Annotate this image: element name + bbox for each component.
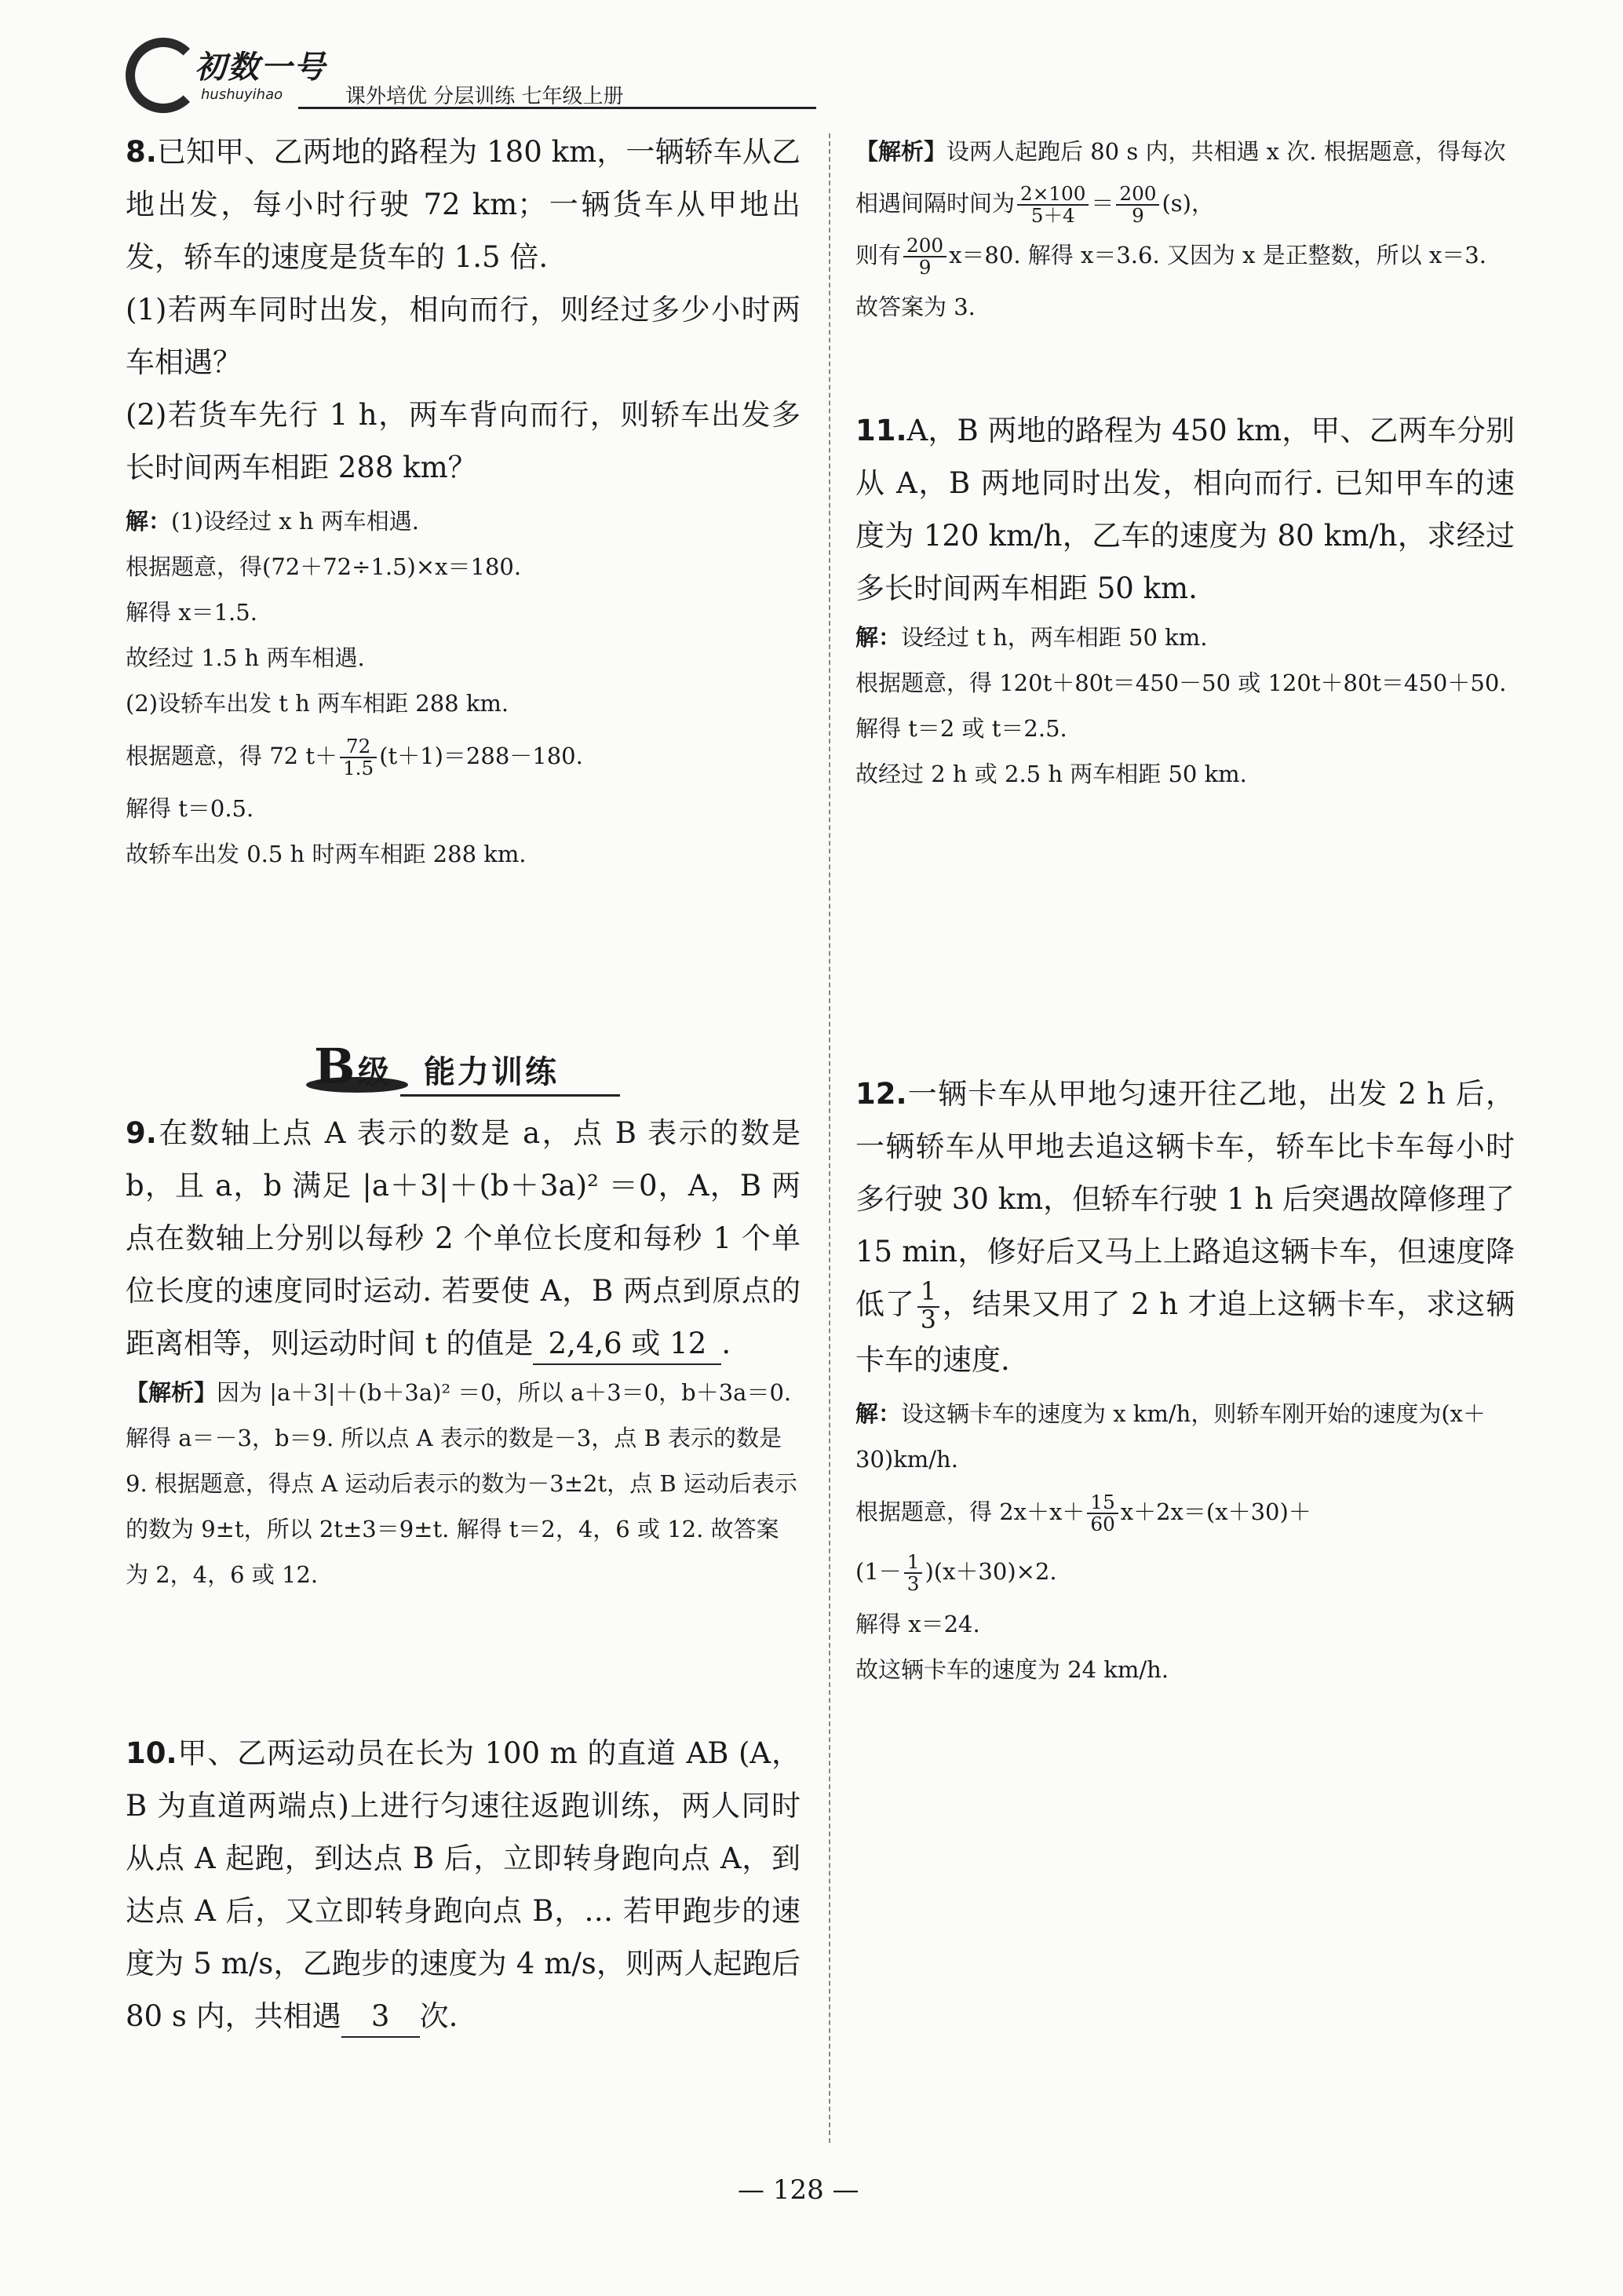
- question-9: [126, 1107, 801, 1597]
- fraction: [904, 1552, 923, 1594]
- question-part-2: (2)若货车先行 1 h，两车背向而行，则轿车出发多长时间两车相距 288 km？: [126, 398, 801, 484]
- answer-blank: 2,4,6 或 12: [533, 1324, 721, 1365]
- solution-line: 故这辆卡车的速度为 24 km/h.: [855, 1655, 1169, 1683]
- question-text: ，结果又用了 2 h 才追上这辆卡车，求这辆卡车的速度.: [855, 1287, 1515, 1377]
- column-divider: [829, 133, 830, 2143]
- solution-line: 故经过 1.5 h 两车相遇.: [126, 644, 365, 671]
- question-end: .: [721, 1327, 731, 1360]
- solution-lead: 解：: [126, 508, 172, 535]
- fraction-denominator: 5＋4: [1030, 204, 1075, 227]
- fraction-numerator: 72: [340, 736, 377, 758]
- analysis-tag: 【解析】: [126, 1379, 217, 1406]
- solution-line: 故经过 2 h 或 2.5 h 两车相距 50 km.: [855, 761, 1247, 787]
- analysis-text: (s)，: [1162, 190, 1214, 217]
- solution-line: 解得 t＝2 或 t＝2.5.: [855, 715, 1067, 742]
- logo-title: 初数一号: [195, 49, 326, 86]
- analysis-tag: 【解析】: [855, 138, 947, 165]
- solution-line: 根据题意，得 120t＋80t＝450－50 或 120t＋80t＝450＋50.: [855, 670, 1507, 696]
- question-number: 8.: [126, 135, 157, 169]
- question-text: 一辆卡车从甲地匀速开往乙地，出发 2 h 后，一辆轿车从甲地去追这辆卡车，轿车比卡车每小时多行驶 30 km，但轿车行驶 1 h 后突遇故障修理了 15 min，修好后又马上上路追这辆卡车，但速度降低了: [855, 1077, 1515, 1321]
- equation-part: x＋2x＝(x＋30)＋: [1120, 1498, 1311, 1525]
- question-10: [126, 1727, 801, 2042]
- question-12: [855, 1068, 1515, 1692]
- question-8: [126, 126, 801, 877]
- fraction-denominator: 3: [906, 1571, 920, 1595]
- question-text: 甲、乙两运动员在长为 100 m 的直道 AB (A，B 为直道两端点)上进行匀速往返跑训练，两人同时从点 A 起跑，到达点 B 后，立即转身跑向点 A，到达点 A 后，又立即转身跑向点 B，… 若甲跑步的速度为 5 m/s，乙跑步的速度为 4 m/s，则两人起跑后 80 s 内，共相遇: [126, 1736, 801, 2033]
- fraction-denominator: 60: [1090, 1512, 1115, 1535]
- fraction-numerator: 200: [1116, 184, 1159, 206]
- banner-letter: B: [314, 1038, 356, 1095]
- fraction: [903, 235, 946, 278]
- fraction: [1116, 184, 1159, 226]
- question-number: 11.: [855, 414, 907, 447]
- solution-lead: 解：: [855, 1400, 902, 1427]
- equation-part: 根据题意，得 72 t＋: [126, 743, 337, 769]
- header-subtitle: 课外培优 分层训练 七年级上册: [345, 85, 624, 108]
- equation-part: )(x＋30)×2.: [925, 1557, 1057, 1585]
- question-part-1: (1)若两车同时出发，相向而行，则经过多少小时两车相遇？: [126, 293, 801, 379]
- header-rule: [298, 107, 816, 109]
- page-header: [126, 31, 722, 118]
- solution: [855, 615, 1515, 797]
- solution-line: 设这辆卡车的速度为 x km/h，则轿车刚开始的速度为(x＋30)km/h.: [855, 1400, 1486, 1473]
- solution-line: [855, 1542, 1515, 1601]
- question-text: 在数轴上点 A 表示的数是 a，点 B 表示的数是 b，且 a，b 满足 |a＋3|＋(b＋3a)² ＝0，A，B 两点在数轴上分别以每秒 2 个单位长度和每秒 1 个单位长度的速度同时运动. 若要使 A，B 两点到原点的距离相等，则运动时间 t 的值是: [126, 1116, 801, 1360]
- equation-part: (t＋1)＝288－180.: [379, 743, 583, 769]
- section-banner: [306, 1035, 636, 1097]
- question-10-analysis: [855, 126, 1515, 333]
- equation-part: 根据题意，得 2x＋x＋: [855, 1498, 1085, 1525]
- fraction: [340, 736, 377, 779]
- question-text: A，B 两地的路程为 450 km，甲、乙两车分别从 A，B 两地同时出发，相向而行. 已知甲车的速度为 120 km/h，乙车的速度为 80 km/h，求经过多长时间两车相距 50 km.: [855, 414, 1515, 605]
- question-number: 12.: [855, 1077, 907, 1111]
- banner-level: 级: [358, 1054, 389, 1090]
- solution-line: (2)设轿车出发 t h 两车相距 288 km.: [126, 690, 509, 717]
- fraction-denominator: 9: [1132, 204, 1144, 227]
- question-number: 10.: [126, 1736, 177, 1770]
- fraction-denominator: 1.5: [343, 757, 374, 779]
- fraction-numerator: 1: [904, 1552, 923, 1574]
- fraction-denominator: 9: [918, 256, 932, 279]
- fraction: [1087, 1492, 1118, 1535]
- question-number: 9.: [126, 1116, 157, 1150]
- logo-icon: [126, 38, 201, 113]
- answer-blank: 3: [341, 1997, 420, 2038]
- logo-pinyin: hushuyihao: [201, 86, 283, 103]
- solution-line: 解得 x＝24.: [855, 1610, 980, 1637]
- solution-line: 根据题意，得(72＋72÷1.5)×x＝180.: [126, 553, 522, 580]
- fraction-numerator: 200: [903, 235, 946, 257]
- solution-line: 解得 x＝1.5.: [126, 599, 257, 626]
- analysis-text: 因为 |a＋3|＋(b＋3a)² ＝0，所以 a＋3＝0，b＋3a＝0. 解得 a＝－3，b＝9. 所以点 A 表示的数是－3，点 B 表示的数是 9. 根据题意，得点 A 运动后表示的数为－3±2t，点 B 运动后表示的数为 9±t，所以 2t±3＝9±t. 解得 t＝2，4，6 或 12. 故答案为 2，4，6 或 12.: [126, 1379, 797, 1588]
- question-11: [855, 404, 1515, 797]
- solution: [126, 498, 801, 877]
- solution: [855, 1391, 1515, 1692]
- fraction: [1017, 184, 1089, 226]
- solution-line: [855, 1482, 1515, 1542]
- banner-title: 能力训练: [424, 1054, 559, 1090]
- solution-lead: 解：: [855, 624, 902, 651]
- fraction-numerator: 15: [1087, 1492, 1118, 1514]
- fraction-numerator: 2×100: [1017, 184, 1089, 206]
- equation-part: (1－: [855, 1557, 902, 1585]
- solution-line: [126, 726, 801, 786]
- solution-line: 故轿车出发 0.5 h 时两车相距 288 km.: [126, 841, 527, 867]
- equals-sign: ＝: [1091, 190, 1114, 217]
- solution-line: 设经过 t h，两车相距 50 km.: [901, 624, 1208, 651]
- fraction: [917, 1279, 939, 1333]
- analysis-text: x＝80. 解得 x＝3.6. 又因为 x 是正整数，所以 x＝3. 故答案为 3.: [855, 242, 1486, 320]
- solution-line: (1)设经过 x h 两车相遇.: [171, 508, 419, 535]
- analysis-text: 设两人起跑后 80 s 内，共相遇 x 次. 根据题意，得每次相遇间隔时间为: [855, 138, 1506, 217]
- banner-underline: [400, 1094, 620, 1097]
- analysis-text: 则有: [855, 242, 902, 268]
- solution-line: 解得 t＝0.5.: [126, 795, 254, 822]
- question-end: 次.: [419, 1999, 458, 2033]
- fraction-denominator: 3: [920, 1305, 936, 1334]
- page-number: — 128 —: [738, 2174, 859, 2206]
- question-text: 已知甲、乙两地的路程为 180 km，一辆轿车从乙地出发，每小时行驶 72 km；一辆货车从甲地出发，轿车的速度是货车的 1.5 倍.: [126, 135, 801, 274]
- fraction-numerator: 1: [917, 1279, 939, 1307]
